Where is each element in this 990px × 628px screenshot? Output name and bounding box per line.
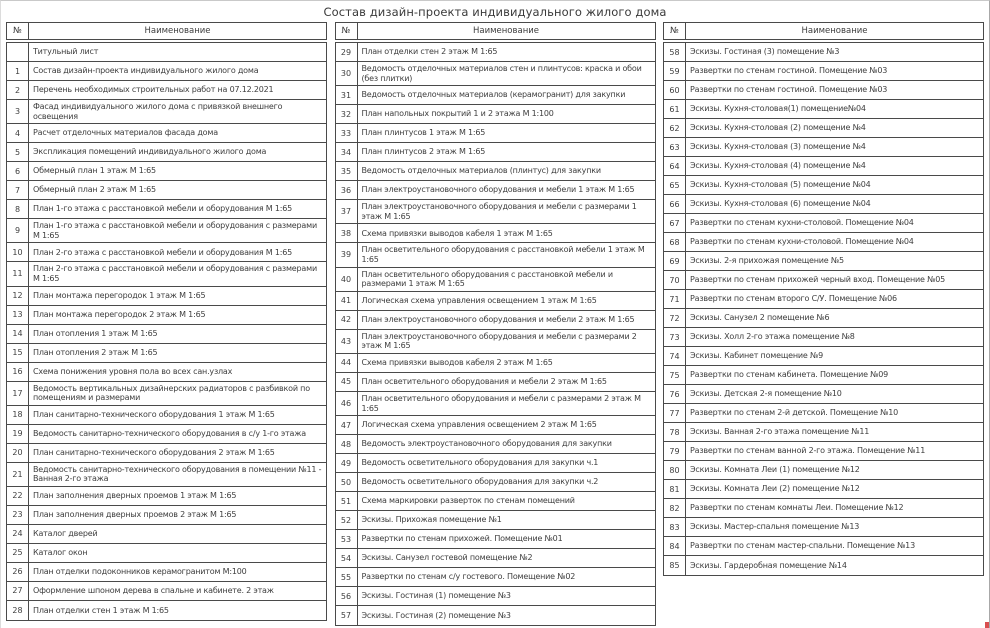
- row-name-cell: Расчет отделочных материалов фасада дома: [33, 128, 218, 138]
- row-number-cell: 39: [336, 243, 358, 266]
- table-row: [7, 487, 326, 506]
- row-number-cell: 60: [664, 81, 686, 99]
- table-row: [336, 62, 655, 86]
- header-name: Наименование: [472, 26, 540, 36]
- row-number-cell: 9: [7, 219, 29, 242]
- row-number-cell: 34: [336, 143, 358, 161]
- row-name-cell: План санитарно-технического оборудования 1 этаж М 1:65: [33, 409, 275, 419]
- row-number-cell: 42: [336, 311, 358, 329]
- row-name-cell: План 1-го этажа с расстановкой мебели и оборудования М 1:65: [33, 204, 293, 214]
- row-number-cell: 53: [336, 530, 358, 548]
- row-name-cell: Развертки по стенам второго С/У. Помещение №06: [690, 294, 897, 304]
- row-number-cell: 33: [336, 124, 358, 142]
- table-row: [7, 382, 326, 406]
- table-row: [664, 233, 983, 252]
- row-number-cell: 38: [336, 224, 358, 242]
- row-name-cell: Каталог дверей: [33, 529, 98, 539]
- row-name-cell: Ведомость отделочных материалов (керамогранит) для закупки: [361, 90, 626, 100]
- row-name-cell: Развертки по стенам комнаты Леи. Помещение №12: [690, 503, 904, 513]
- header-number: №: [664, 23, 686, 39]
- row-name-cell: Ведомость отделочных материалов стен и плинтусов: краска и обои (без плитки): [361, 64, 642, 83]
- row-name-cell: Эскизы. Холл 2-го этажа помещение №8: [690, 332, 855, 342]
- row-number-cell: 44: [336, 354, 358, 372]
- table-row: [664, 138, 983, 157]
- row-number-cell: 28: [7, 601, 29, 620]
- row-name-cell: План 1-го этажа с расстановкой мебели и оборудования с размерами М 1:65: [33, 221, 317, 240]
- table-row: [7, 525, 326, 544]
- row-number-cell: 48: [336, 435, 358, 453]
- row-number-cell: 19: [7, 425, 29, 443]
- table-row: [336, 86, 655, 105]
- table-row: [336, 181, 655, 200]
- table-row: [336, 454, 655, 473]
- row-number-cell: 25: [7, 544, 29, 562]
- row-number-cell: 56: [336, 587, 358, 605]
- table-row: [664, 81, 983, 100]
- row-name-cell: Эскизы. Гостиная (1) помещение №3: [361, 591, 511, 601]
- row-name-cell: План 2-го этажа с расстановкой мебели и оборудования с размерами М 1:65: [33, 264, 317, 283]
- row-number-cell: 21: [7, 463, 29, 486]
- row-number-cell: 35: [336, 162, 358, 180]
- row-number-cell: 37: [336, 200, 358, 223]
- row-name-cell: Ведомость санитарно-технического оборудования в с/у 1-го этажа: [33, 428, 306, 438]
- table-row: [664, 385, 983, 404]
- table-row: [336, 354, 655, 373]
- row-name-cell: Схема маркировки разверток по стенам помещений: [361, 496, 575, 506]
- table-row: [336, 268, 655, 292]
- table-row: [336, 43, 655, 62]
- row-name-cell: Эскизы. Кухня-столовая(1) помещение№04: [690, 104, 866, 114]
- row-name-cell: Эскизы. Кухня-столовая (2) помещение №4: [690, 123, 866, 133]
- row-name-cell: Развертки по стенам ванной 2-го этажа. Помещение №11: [690, 446, 926, 456]
- row-name-cell: Эскизы. Кухня-столовая (5) помещение №04: [690, 180, 871, 190]
- row-name-cell: Ведомость осветительного оборудования для закупки ч.2: [361, 477, 599, 487]
- row-number-cell: 15: [7, 344, 29, 362]
- row-number-cell: 18: [7, 406, 29, 424]
- row-name-cell: План плинтусов 1 этаж М 1:65: [361, 128, 486, 138]
- table-row: [336, 373, 655, 392]
- row-number-cell: 3: [7, 100, 29, 123]
- row-number-cell: 66: [664, 195, 686, 213]
- table-header: [6, 22, 327, 40]
- table-row: [336, 200, 655, 224]
- row-name-cell: Эскизы. Ванная 2-го этажа помещение №11: [690, 427, 870, 437]
- row-number-cell: 8: [7, 200, 29, 218]
- table-row: [7, 43, 326, 62]
- row-number-cell: 68: [664, 233, 686, 251]
- row-number-cell: 67: [664, 214, 686, 232]
- row-name-cell: План осветительного оборудования с расстановкой мебели 1 этаж М 1:65: [361, 245, 645, 264]
- row-name-cell: Развертки по стенам гостиной. Помещение №03: [690, 66, 888, 76]
- row-number-cell: 31: [336, 86, 358, 104]
- table-body: [663, 42, 984, 576]
- table-row: [7, 425, 326, 444]
- table-row: [664, 62, 983, 81]
- row-number-cell: 77: [664, 404, 686, 422]
- table-row: [336, 243, 655, 267]
- row-name-cell: Схема привязки выводов кабеля 1 этаж М 1:65: [361, 228, 553, 238]
- table-row: [336, 330, 655, 354]
- table-row: [7, 219, 326, 243]
- table-row: [664, 290, 983, 309]
- table-row: [336, 392, 655, 416]
- row-name-cell: План монтажа перегородок 1 этаж М 1:65: [33, 290, 206, 300]
- row-number-cell: 70: [664, 271, 686, 289]
- table-row: [7, 243, 326, 262]
- row-name-cell: Эскизы. Санузел гостевой помещение №2: [361, 553, 533, 563]
- table-row: [336, 606, 655, 625]
- row-name-cell: Ведомость санитарно-технического оборудования в помещении №11 - Ванная 2-го этажа: [33, 464, 322, 484]
- table-row: [664, 176, 983, 195]
- table-row: [7, 563, 326, 582]
- row-number-cell: 24: [7, 525, 29, 543]
- row-name-cell: Эскизы. Кухня-столовая (6) помещение №04: [690, 199, 871, 209]
- row-name-cell: Развертки по стенам с/у гостевого. Помещение №02: [361, 572, 576, 582]
- table-row: [336, 311, 655, 330]
- row-number-cell: [7, 43, 29, 61]
- row-name-cell: План заполнения дверных проемов 1 этаж М 1:65: [33, 491, 237, 501]
- row-number-cell: 32: [336, 105, 358, 123]
- contents-tables: [1, 22, 989, 626]
- table-row: [7, 306, 326, 325]
- row-number-cell: 4: [7, 124, 29, 142]
- row-number-cell: 30: [336, 62, 358, 85]
- table-row: [7, 544, 326, 563]
- row-number-cell: 6: [7, 162, 29, 180]
- table-row: [664, 43, 983, 62]
- row-name-cell: Эскизы. Комната Леи (2) помещение №12: [690, 484, 860, 494]
- table-row: [336, 416, 655, 435]
- header-number: №: [7, 23, 29, 39]
- row-number-cell: 40: [336, 268, 358, 291]
- row-number-cell: 5: [7, 143, 29, 161]
- table-header: [663, 22, 984, 40]
- row-number-cell: 57: [336, 606, 358, 625]
- row-name-cell: Развертки по стенам мастер-спальни. Помещение №13: [690, 541, 915, 551]
- row-name-cell: Эскизы. Кабинет помещение №9: [690, 351, 823, 361]
- row-number-cell: 73: [664, 328, 686, 346]
- table-row: [336, 473, 655, 492]
- table-row: [664, 442, 983, 461]
- table-row: [664, 366, 983, 385]
- row-name-cell: Развертки по стенам прихожей. Помещение №01: [361, 534, 563, 544]
- row-name-cell: План напольных покрытий 1 и 2 этажа М 1:100: [361, 109, 554, 119]
- table-row: [664, 518, 983, 537]
- table-row: [7, 200, 326, 219]
- row-name-cell: Эскизы. Кухня-столовая (3) помещение №4: [690, 142, 866, 152]
- table-row: [7, 162, 326, 181]
- row-number-cell: 49: [336, 454, 358, 472]
- table-row: [7, 363, 326, 382]
- row-name-cell: Эскизы. Комната Леи (1) помещение №12: [690, 465, 860, 475]
- row-number-cell: 62: [664, 119, 686, 137]
- row-name-cell: Фасад индивидуального жилого дома с привязкой внешнего освещения: [33, 102, 283, 121]
- table-row: [7, 444, 326, 463]
- row-number-cell: 58: [664, 43, 686, 61]
- row-name-cell: План плинтусов 2 этаж М 1:65: [361, 147, 486, 157]
- row-number-cell: 26: [7, 563, 29, 581]
- row-name-cell: Эскизы. Мастер-спальня помещение №13: [690, 522, 860, 532]
- table-row: [664, 309, 983, 328]
- table-row: [664, 404, 983, 423]
- table-column-3: [663, 22, 984, 576]
- table-row: [7, 344, 326, 363]
- table-row: [336, 224, 655, 243]
- table-row: [664, 347, 983, 366]
- table-row: [7, 506, 326, 525]
- row-name-cell: Обмерный план 2 этаж М 1:65: [33, 185, 156, 195]
- row-number-cell: 36: [336, 181, 358, 199]
- row-number-cell: 7: [7, 181, 29, 199]
- row-number-cell: 52: [336, 511, 358, 529]
- table-row: [336, 435, 655, 454]
- table-row: [7, 325, 326, 344]
- table-row: [7, 124, 326, 143]
- table-row: [7, 81, 326, 100]
- row-number-cell: 10: [7, 243, 29, 261]
- table-body: [6, 42, 327, 621]
- row-number-cell: 12: [7, 287, 29, 305]
- row-name-cell: План отопления 1 этаж М 1:65: [33, 328, 158, 338]
- row-number-cell: 65: [664, 176, 686, 194]
- table-row: [336, 162, 655, 181]
- row-name-cell: План монтажа перегородок 2 этаж М 1:65: [33, 309, 206, 319]
- row-number-cell: 54: [336, 549, 358, 567]
- table-row: [7, 463, 326, 487]
- row-name-cell: Эскизы. Гардеробная помещение №14: [690, 560, 847, 570]
- table-row: [7, 62, 326, 81]
- table-row: [336, 587, 655, 606]
- row-name-cell: План заполнения дверных проемов 2 этаж М 1:65: [33, 510, 237, 520]
- table-row: [664, 499, 983, 518]
- row-name-cell: План отопления 2 этаж М 1:65: [33, 347, 158, 357]
- row-number-cell: 29: [336, 43, 358, 61]
- row-name-cell: Эскизы. 2-я прихожая помещение №5: [690, 256, 844, 266]
- row-number-cell: 14: [7, 325, 29, 343]
- row-number-cell: 78: [664, 423, 686, 441]
- table-row: [7, 601, 326, 620]
- table-row: [664, 271, 983, 290]
- page-corner-mark: [985, 622, 989, 628]
- row-number-cell: 46: [336, 392, 358, 415]
- table-row: [336, 492, 655, 511]
- row-name-cell: План отделки стен 2 этаж М 1:65: [361, 47, 498, 57]
- table-row: [664, 328, 983, 347]
- row-number-cell: 63: [664, 138, 686, 156]
- table-row: [7, 582, 326, 601]
- row-number-cell: 27: [7, 582, 29, 600]
- table-row: [664, 214, 983, 233]
- row-name-cell: План осветительного оборудования и мебели 2 этаж М 1:65: [361, 377, 607, 387]
- row-number-cell: 20: [7, 444, 29, 462]
- row-number-cell: 72: [664, 309, 686, 327]
- row-name-cell: План отделки подоконников керамогранитом М:100: [33, 567, 247, 577]
- row-name-cell: Каталог окон: [33, 548, 88, 558]
- table-column-2: [335, 22, 656, 626]
- row-number-cell: 17: [7, 382, 29, 405]
- row-name-cell: Логическая схема управления освещением 1 этаж М 1:65: [361, 295, 597, 305]
- table-row: [336, 568, 655, 587]
- row-number-cell: 43: [336, 330, 358, 353]
- table-row: [7, 143, 326, 162]
- row-name-cell: Оформление шпоном дерева в спальне и кабинете. 2 этаж: [33, 586, 274, 596]
- table-row: [336, 511, 655, 530]
- row-name-cell: Логическая схема управления освещением 2 этаж М 1:65: [361, 420, 597, 430]
- row-number-cell: 75: [664, 366, 686, 384]
- row-name-cell: Развертки по стенам 2-й детской. Помещение №10: [690, 408, 899, 418]
- page-title: Состав дизайн-проекта индивидуального жилого дома: [323, 5, 667, 19]
- row-name-cell: План электроустановочного оборудования и мебели с размерами 2 этаж М 1:65: [361, 331, 637, 351]
- table-row: [336, 105, 655, 124]
- row-number-cell: 45: [336, 373, 358, 391]
- row-name-cell: Эскизы. Прихожая помещение №1: [361, 515, 502, 525]
- table-row: [664, 157, 983, 176]
- row-name-cell: План отделки стен 1 этаж М 1:65: [33, 605, 169, 615]
- table-row: [336, 292, 655, 311]
- row-name-cell: План электроустановочного оборудования и мебели 1 этаж М 1:65: [361, 185, 635, 195]
- row-number-cell: 50: [336, 473, 358, 491]
- table-row: [7, 287, 326, 306]
- row-number-cell: 84: [664, 537, 686, 555]
- table-row: [336, 549, 655, 568]
- row-number-cell: 11: [7, 262, 29, 285]
- row-name-cell: Ведомость электроустановочного оборудования для закупки: [361, 439, 612, 449]
- row-number-cell: 71: [664, 290, 686, 308]
- row-name-cell: План осветительного оборудования с расстановкой мебели и размерами 1 этаж М 1:65: [361, 269, 613, 289]
- row-number-cell: 85: [664, 556, 686, 575]
- row-name-cell: План электроустановочного оборудования и мебели с размерами 1 этаж М 1:65: [361, 202, 637, 221]
- row-number-cell: 51: [336, 492, 358, 510]
- row-name-cell: Схема понижения уровня пола во всех сан.узлах: [33, 366, 233, 376]
- row-name-cell: Эскизы. Кухня-столовая (4) помещение №4: [690, 161, 866, 171]
- row-name-cell: План санитарно-технического оборудования 2 этаж М 1:65: [33, 447, 275, 457]
- row-name-cell: Развертки по стенам гостиной. Помещение №03: [690, 85, 888, 95]
- table-row: [336, 143, 655, 162]
- table-row: [336, 124, 655, 143]
- header-name: Наименование: [801, 26, 868, 36]
- row-name-cell: Эскизы. Гостиная (3) помещение №3: [690, 47, 840, 57]
- row-name-cell: Развертки по стенам прихожей черный вход. Помещение №05: [690, 275, 945, 285]
- row-number-cell: 76: [664, 385, 686, 403]
- table-row: [664, 119, 983, 138]
- table-column-1: [6, 22, 327, 621]
- header-number: №: [336, 23, 358, 39]
- table-row: [664, 252, 983, 271]
- table-body: [335, 42, 656, 626]
- row-number-cell: 74: [664, 347, 686, 365]
- row-number-cell: 59: [664, 62, 686, 80]
- table-row: [7, 181, 326, 200]
- row-number-cell: 69: [664, 252, 686, 270]
- row-number-cell: 47: [336, 416, 358, 434]
- row-name-cell: План 2-го этажа с расстановкой мебели и оборудования М 1:65: [33, 247, 293, 257]
- table-row: [664, 556, 983, 575]
- row-number-cell: 13: [7, 306, 29, 324]
- row-name-cell: Обмерный план 1 этаж М 1:65: [33, 166, 156, 176]
- row-name-cell: Перечень необходимых строительных работ на 07.12.2021: [33, 85, 274, 95]
- row-name-cell: План осветительного оборудования и мебели с размерами 2 этаж М 1:65: [361, 393, 641, 413]
- row-number-cell: 41: [336, 292, 358, 310]
- row-name-cell: Эскизы. Детская 2-я помещение №10: [690, 389, 842, 399]
- row-name-cell: Эскизы. Санузел 2 помещение №6: [690, 313, 830, 323]
- row-number-cell: 79: [664, 442, 686, 460]
- row-name-cell: Состав дизайн-проекта индивидуального жилого дома: [33, 66, 259, 76]
- row-name-cell: Ведомость осветительного оборудования для закупки ч.1: [361, 458, 599, 468]
- row-name-cell: План электроустановочного оборудования и мебели 2 этаж М 1:65: [361, 314, 635, 324]
- row-name-cell: Экспликация помещений индивидуального жилого дома: [33, 147, 267, 157]
- row-number-cell: 64: [664, 157, 686, 175]
- table-row: [664, 537, 983, 556]
- row-name-cell: Ведомость вертикальных дизайнерских радиаторов с разбивкой по помещениям и размерами: [33, 383, 310, 403]
- table-row: [664, 461, 983, 480]
- table-header: [335, 22, 656, 40]
- table-row: [7, 406, 326, 425]
- header-name: Наименование: [144, 26, 211, 36]
- row-number-cell: 61: [664, 100, 686, 118]
- table-row: [7, 262, 326, 286]
- table-row: [664, 100, 983, 119]
- row-number-cell: 55: [336, 568, 358, 586]
- row-name-cell: Развертки по стенам кухни-столовой. Помещение №04: [690, 237, 914, 247]
- row-name-cell: Ведомость отделочных материалов (плинтус) для закупки: [361, 166, 601, 176]
- table-row: [664, 423, 983, 442]
- row-number-cell: 81: [664, 480, 686, 498]
- row-number-cell: 1: [7, 62, 29, 80]
- row-name-cell: Схема привязки выводов кабеля 2 этаж М 1:65: [361, 358, 553, 368]
- table-row: [664, 195, 983, 214]
- row-name-cell: Титульный лист: [33, 47, 99, 57]
- row-number-cell: 2: [7, 81, 29, 99]
- row-name-cell: Развертки по стенам кабинета. Помещение №09: [690, 370, 889, 380]
- row-number-cell: 23: [7, 506, 29, 524]
- row-number-cell: 22: [7, 487, 29, 505]
- row-number-cell: 80: [664, 461, 686, 479]
- row-number-cell: 16: [7, 363, 29, 381]
- row-name-cell: Развертки по стенам кухни-столовой. Помещение №04: [690, 218, 914, 228]
- table-row: [336, 530, 655, 549]
- table-row: [7, 100, 326, 124]
- row-number-cell: 82: [664, 499, 686, 517]
- row-name-cell: Эскизы. Гостиная (2) помещение №3: [361, 610, 511, 620]
- row-number-cell: 83: [664, 518, 686, 536]
- table-row: [664, 480, 983, 499]
